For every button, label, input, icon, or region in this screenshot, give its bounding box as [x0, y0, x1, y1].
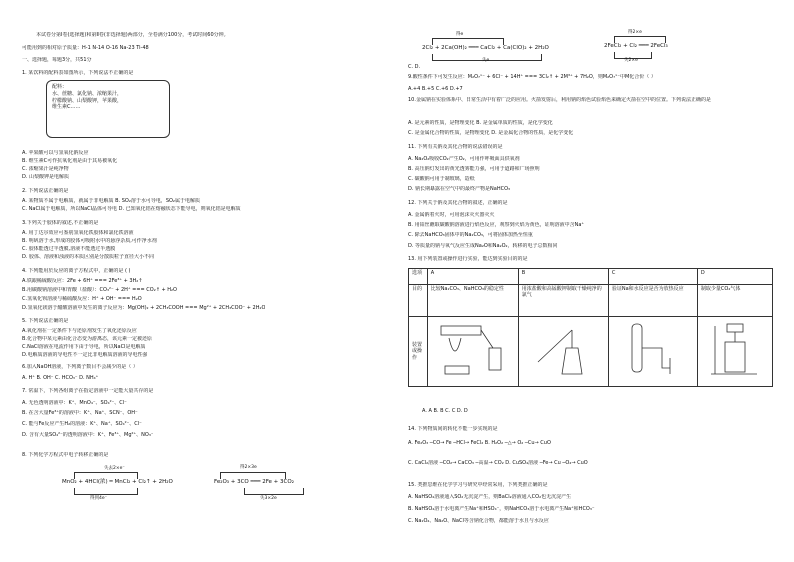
option: B. 在含大量Fe³⁺的溶液中：K⁺、Na⁺、SCN⁻、OH⁻ [22, 410, 138, 416]
option: C. 能与Fe反应产生H₂的溶液：K⁺、Na⁺、SO₄²⁻、Cl⁻ [22, 421, 142, 427]
option: A. 用丁达尔效应可鉴别氢氧化铁胶体和氯化铁溶液 [22, 230, 134, 236]
option: B. NaHSO₄溶于水电离产生Na⁺和HSO₄⁻，则NaHCO₃溶于水电离产生Na⁺和HCO₃⁻ [408, 506, 595, 512]
option: A. 苹果酸可以与氢氧化钠反应 [22, 150, 89, 156]
table-cell: 制取少量CO₂气体 [697, 285, 772, 317]
ingredient-line: 配料： [52, 84, 68, 90]
question-3: 3.下列关于胶体的叙述,不正确的是 [22, 220, 99, 226]
question-2: 2. 下列说法正确的是 [22, 188, 69, 194]
table-cell: 用浓盐酸和高锰酸钾制取干燥纯净的氯气 [518, 285, 608, 317]
table-cell: D [697, 269, 772, 285]
option: B.用碳酸钠溶液中和胃酸（盐酸）：CO₃²⁻ + 2H⁺ === CO₂↑ + H₂O [22, 287, 177, 293]
apparatus-b-icon [522, 318, 602, 382]
section-title: 一、选择题，每题3分，共51分 [22, 57, 92, 63]
option: C.氢氧化钡溶液与稀硫酸反应：H⁺ + OH⁻ === H₂O [22, 296, 142, 302]
option: A.氧化剂在一定条件下与还原剂发生了氧化还原反应 [22, 328, 137, 334]
option: C. 除去NaHCO₃固体中的Na₂CO₃，可将固体加热至恒重 [408, 232, 533, 238]
option: D. 含有大量SO₄²⁻的透明溶液中：K⁺、Fe³⁺、Mg²⁺、NO₃⁻ [22, 432, 154, 438]
option: B. 维生素C可作抗氧化剂是由于其易被氧化 [22, 158, 118, 164]
question-4: 4. 下列能用於反应的离子方程式中，正确的是 ( ) [22, 268, 131, 274]
q8-option-labels: C. D. [408, 64, 421, 70]
option: A. NaHSO₄溶液通入SO₂无沉淀产生，则BaCl₂溶液通入CO₂也无沉淀产生 [408, 494, 572, 500]
option: B.化合物中某元素由化合态变为游离态，该元素一定被还原 [22, 336, 153, 342]
option: A. Na₂O₂吸收CO₂产生O₂，可用作呼吸面具供氧剂 [408, 156, 520, 162]
table-cell: 验证Na和水反应是否为放热反应 [608, 285, 697, 317]
apparatus-a-icon [431, 318, 511, 382]
q13-answer-options: A. A B. B C. C D. D [422, 408, 468, 414]
question-15: 15. 类推思维在化学学习与研究中经常采用，下列类推正确的是 [408, 482, 548, 488]
question-5: 5. 下列说法正确的是 [22, 318, 69, 324]
exam-intro: 本试卷分第Ⅰ卷(选择题)和第Ⅱ卷(非选择题)两部分，全卷满分100分，考试时间60分钟。 [36, 32, 229, 38]
option: D.电解质溶液的导电性不一定比非电解质溶液的导电性强 [22, 352, 148, 358]
transfer-bracket [244, 488, 304, 495]
question-6: 6.加入NaOH溶液，下列离子数目不会减少的是（ ） [22, 364, 138, 370]
apparatus-c-icon [612, 318, 692, 382]
option: A. 金属钠着火时，可用泡沫灭火器灭火 [408, 212, 495, 218]
option: C. 胶体能透过半透膜,溶液不能透过半透膜 [22, 246, 116, 252]
option: A.铁跟稀硫酸反应：2Fe + 6H⁺ === 2Fe³⁺ + 3H₂↑ [22, 278, 143, 284]
ingredient-line: 维生素C…… [52, 104, 81, 111]
table-cell: 装置或操作 [409, 317, 428, 387]
question-14: 14. 下列物质间的转化不能一步实现的是 [408, 426, 498, 432]
option: C.NaCl溶液在电流作用下由于导电，所以NaCl是电解质 [22, 344, 146, 350]
table-row [409, 317, 773, 387]
option: C. Na₂O₂、Na₂O、NaCl等含钠化合物，都能溶于水且与水反应 [408, 518, 549, 524]
option: B. 高压钠灯发出的黄光透雾能力强，可用于道路和广场照明 [408, 166, 540, 172]
question-1: 1. 某饮料的配料表如图所示，下列说法不正确的是 [22, 70, 134, 76]
option: A. 无色透明溶液中：K⁺、MnO₄⁻、SO₄²⁻、Cl⁻ [22, 400, 127, 406]
apparatus-d [697, 317, 772, 387]
electron-transfer-label: 失3×2e [260, 496, 277, 501]
option: A. 某物质不属于电解质，就属于非电解质 B. SO₂溶于水可导电，SO₂属于电解质 [22, 198, 200, 204]
table-cell: 选项 [409, 269, 428, 285]
table-row [409, 285, 773, 317]
option: C. 碳酸钠可用于制玻璃，造纸 [408, 176, 475, 182]
option: D. 钠长期暴露在空气中的最终产物是NaHCO₃ [408, 186, 511, 192]
table-cell: 比较Na₂CO₃、NaHCO₃的稳定性 [427, 285, 518, 317]
option: A.+4 B.+5 C.+6 D.+7 [408, 86, 463, 92]
table-cell: C [608, 269, 697, 285]
apparatus-c [608, 317, 697, 387]
ingredient-line: 柠檬酸钠、山梨酸钾，苹果酸， [52, 97, 123, 104]
electron-transfer-label: 得e [456, 32, 464, 37]
transfer-bracket [432, 38, 504, 45]
question-12: 12. 下列关于钠及其化合物的叙述，正确的是 [408, 200, 508, 206]
option: D.氢氧化镁溶于醋酸溶液中发生的离子反应为：Mg(OH)₂ + 2CH₃COOH === Mg²⁺ + 2CH₃COO⁻ + 2H₂O [22, 305, 266, 311]
transfer-bracket [614, 36, 666, 43]
atomic-masses: 可能用到的相对原子质量：H-1 N-14 O-16 Na-23 Ti-48 [22, 45, 149, 51]
question-8: 8. 下列化学方程式中电子转移正确的是 [22, 452, 109, 458]
option: D. 胶体、溶液和浊液的本质区别是分散质粒子直径大小不同 [22, 254, 155, 260]
equation-a: MnO₂ + 4HCl(浓) ═ MnCl₂ + Cl₂↑ + 2H₂O [62, 479, 173, 485]
table-cell: A [427, 269, 518, 285]
electron-transfer-label: 得2×3e [240, 465, 257, 470]
table-cell: 目的 [409, 285, 428, 317]
option: A. Fe₂O₃ ─CO→ Fe ─HCl→ FeCl₂ B. H₂O₂ ─△→ O₂ ─Cu→ CuO [408, 440, 551, 446]
question-11: 11. 下列有关钠及其化合物的说法错误的是 [408, 144, 503, 150]
option: B. 明矾溶于水,形成的胶体可吸附水中的悬浮杂质,可作净水剂 [22, 238, 157, 244]
table-cell: B [518, 269, 608, 285]
equation-d: 2FeCl₂ + Cl₂ ═══ 2FeCl₃ [604, 43, 668, 49]
electron-transfer-label: 失e [482, 58, 490, 63]
option: C. NaCl属于电解质，所以NaCl晶体可导电 D. 已知氧化铝在熔融状态下能导电，则氧化铝是电解质 [22, 206, 241, 212]
apparatus-b [518, 317, 608, 387]
experiment-table [408, 268, 773, 387]
electron-transfer-label: 得2×e [628, 30, 642, 35]
equation-b: Fe₂O₃ + 3CO ═══ 2Fe + 3CO₂ [214, 479, 294, 485]
question-7: 7. 常温下，下列各组离子在指定溶液中一定能大量共存的是 [22, 388, 154, 394]
transfer-bracket [74, 472, 138, 479]
option: C. 是金属化合物的性质，是物理变化 D. 是金属化合物的性质，是化学变化 [408, 130, 574, 136]
ingredient-line: 水、蔗糖、氯化钠、浓缩果汁， [52, 90, 123, 97]
transfer-bracket [74, 488, 138, 495]
apparatus-a [427, 317, 518, 387]
option: B. 用铂丝蘸取碳酸钠溶液进行焰色反应，观察到火焰为黄色，证明溶液中含Na⁺ [408, 222, 585, 228]
option: C. 浓缩果汁是纯净物 [22, 166, 69, 172]
question-13: 13. 用下列装置或操作进行实验，能达到实验目的的是 [408, 256, 528, 262]
option: D. 等质量的钠与氧气反应生成Na₂O和Na₂O₂，转移的电子总数相同 [408, 243, 558, 249]
option: A. H⁺ B. OH⁻ C. HCO₃⁻ D. NH₄⁺ [22, 375, 99, 381]
option: A. 是元素的性质，是物理变化 B. 是金属单质的性质，是化学变化 [408, 120, 553, 126]
question-10: 10.金属钠在实验体系中、日常生活中有着广泛的应用。火箭发射后，利用钠的焰色试验焰色来确定火箭在空中的位置。下列说法正确的是 [408, 97, 711, 103]
option: D. 山梨酸钾是电解质 [22, 174, 70, 180]
electron-transfer-label: 得到4e⁻ [90, 496, 108, 501]
electron-transfer-label: 失去2×e⁻ [104, 466, 125, 471]
apparatus-d-icon [701, 318, 767, 382]
equation-c: 2Cl₂ + 2Ca(OH)₂ ═══ CaCl₂ + Ca(ClO)₂ + 2H₂O [422, 45, 549, 51]
transfer-bracket [220, 472, 286, 479]
electron-transfer-label: 失2×e [624, 58, 638, 63]
ingredient-box [46, 80, 170, 138]
table-header-row [409, 269, 773, 285]
question-9: 9.酸性条件下可发生反应：M₂O₇ˣ⁻ + 6Cl⁻ + 14H⁺ === 3Cl₂↑ + 2M³⁺ + 7H₂O，则M₂O₇ˣ⁻中M化合价（ ） [408, 74, 656, 80]
option: C. CaCl₂溶液 ─CO₂→ CaCO₃ ─高温→ CO₂ D. CuSO₄溶液 ─Fe→ Cu ─O₂→ CuO [408, 460, 588, 466]
